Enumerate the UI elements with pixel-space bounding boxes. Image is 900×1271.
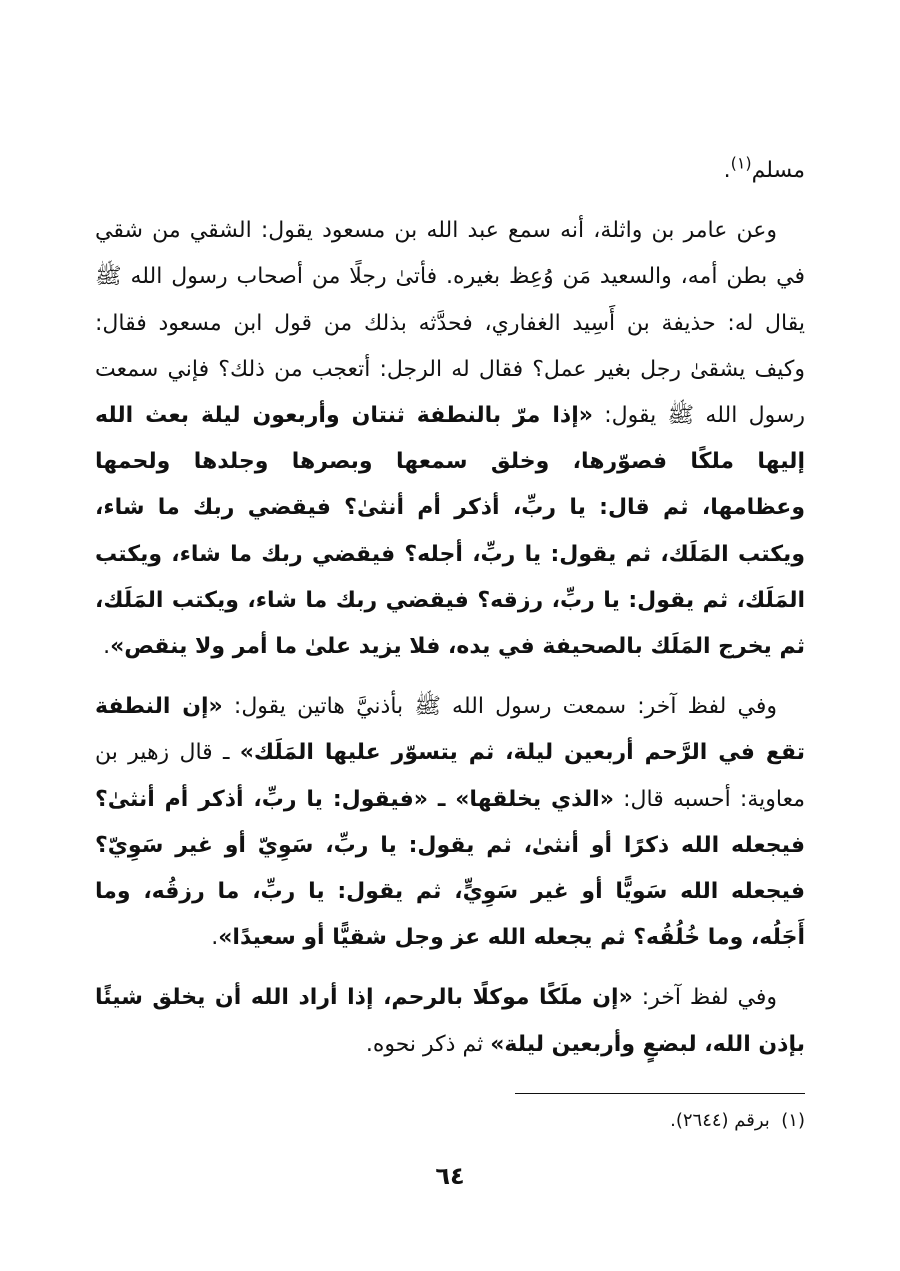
footnote-reference[interactable]: (١) <box>730 153 752 173</box>
paragraph-3-text-1: وفي لفظ آخر: سمعت رسول الله ﷺ بأذنيَّ هاتين يقول: <box>222 694 777 720</box>
paragraph-1-end: . <box>723 158 731 183</box>
paragraph-2-text-1: وعن عامر بن واثلة، أنه سمع عبد الله بن مسعود يقول: الشقي من شقي في بطن أمه، والسعيد مَن وُعِظ بغيره. فأتىٰ رجلًا من أصحاب رسول الله ﷺ يقال له: حذيفة بن أَسِيد الغفاري، فحدَّثه بذلك من قول ابن مسعود فقال: وكيف يشقىٰ رجل بغير عمل؟ فقال له الرجل: أتعجب من ذلك؟ فإني سمعت رسول الله ﷺ يقول: <box>95 218 805 429</box>
paragraph-3-end: . <box>211 925 219 951</box>
hadith-quote-4: «إن ملَكًا موكلًا بالرحم، إذا أراد الله أن يخلق شيئًا بإذن الله، لبضعٍ وأربعين ليلة» <box>95 985 805 1057</box>
paragraph-2-end: . <box>103 634 111 660</box>
hadith-quote-2: «إن النطفة تقع في الرَّحم أربعين ليلة، ثم يتسوّر عليها المَلَك» <box>95 694 805 766</box>
footnote-number: (١) <box>781 1110 805 1131</box>
paragraph-4-text-1: وفي لفظ آخر: <box>632 985 778 1011</box>
footnote-divider <box>515 1093 805 1094</box>
footnote-text: برقم (٢٦٤٤). <box>670 1110 770 1131</box>
paragraph-1 <box>95 148 805 194</box>
paragraph-4-text-2: ثم ذكر نحوه. <box>365 1031 491 1057</box>
footnote <box>670 1106 805 1136</box>
paragraph-1-text: مسلم <box>751 158 805 183</box>
hadith-quote-3: «الذي يخلقها» ـ «فيقول: يا ربِّ، أذكر أم أنثىٰ؟ فيجعله الله ذكرًا أو أنثىٰ، ثم يقول: يا ربِّ، سَوِيّ أو غير سَوِيّ؟ فيجعله الله سَويًّا أو غير سَوِيٍّ، ثم يقول: يا ربِّ، ما رزقُه، وما أَجَلُه، وما خُلُقُه؟ ثم يجعله الله عز وجل شقيًّا أو سعيدًا» <box>95 786 805 951</box>
paragraph-3-text-2: ـ قال زهير بن معاوية: أحسبه قال: <box>95 740 805 812</box>
hadith-quote-1: «إذا مرّ بالنطفة ثنتان وأربعون ليلة بعث الله إليها ملكًا فصوّرها، وخلق سمعها وبصرها وجلدها ولحمها وعظامها، ثم قال: يا ربِّ، أذكر أم أنثىٰ؟ فيقضي ربك ما شاء، ويكتب المَلَك، ثم يقول: يا ربِّ، أجله؟ فيقضي ربك ما شاء، ويكتب المَلَك، ثم يقول: يا ربِّ، رزقه؟ فيقضي ربك ما شاء، ويكتب المَلَك، ثم يخرج المَلَك بالصحيفة في يده، فلا يزيد علىٰ ما أمر ولا ينقص» <box>95 403 805 660</box>
paragraph-3 <box>95 684 805 961</box>
paragraph-2 <box>95 208 805 670</box>
page-number: ٦٤ <box>435 1162 465 1190</box>
paragraph-4 <box>95 975 805 1067</box>
main-text <box>95 148 805 1068</box>
